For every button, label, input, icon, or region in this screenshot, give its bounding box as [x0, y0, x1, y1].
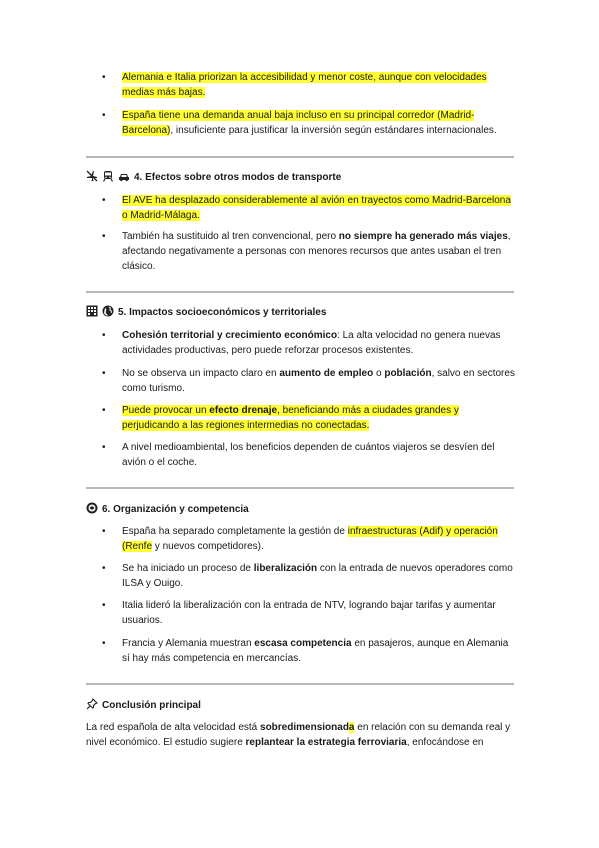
section-divider — [86, 683, 514, 685]
list-item — [86, 70, 516, 100]
bold-text: no siempre ha generado más viajes — [338, 231, 508, 242]
bullet: • — [102, 638, 106, 649]
bold-text: efecto drenaje — [209, 405, 278, 416]
text: No se observa un impacto claro en — [122, 368, 280, 379]
bold-text: liberalización — [253, 563, 318, 574]
text: También ha sustituido al tren convencional, pero — [122, 231, 339, 242]
section-heading-6 — [86, 502, 249, 517]
bullet: • — [102, 442, 106, 453]
bullet: • — [102, 563, 106, 574]
list-item — [86, 328, 516, 358]
section-heading-5 — [86, 305, 326, 320]
list-item — [86, 598, 516, 628]
bullet: • — [102, 526, 106, 537]
text: y nuevos competidores). — [152, 541, 264, 552]
list-item — [86, 524, 516, 554]
bold-text: sobredimensionad — [260, 722, 349, 733]
text: , enfocándose en — [406, 737, 484, 748]
list-item — [86, 440, 516, 470]
list-item — [86, 561, 516, 591]
section-title: Conclusión principal — [102, 700, 201, 711]
pin-icon — [86, 698, 98, 710]
bullet: • — [102, 405, 106, 416]
bullet: • — [102, 195, 106, 206]
text: con la entrada de nuevos operadores como ILSA y Ouigo. — [122, 563, 513, 589]
bullet: • — [102, 231, 106, 242]
text: España ha separado completamente la gestión de — [122, 526, 348, 537]
list-item-text: A nivel medioambiental, los beneficios dependen de cuántos viajeros se desvíen del avión o el coche. — [122, 442, 495, 468]
section-title: 6. Organización y competencia — [102, 504, 249, 515]
list-item — [86, 636, 516, 666]
train-icon — [102, 170, 114, 182]
bold-text: población — [384, 368, 432, 379]
text: , beneficiando más a ciudades grandes y perjudicando a las regiones intermedias no conectadas. — [122, 405, 459, 431]
text: en relación con su demanda real y nivel económico. El estudio sugiere — [86, 722, 511, 748]
list-item-text: , insuficiente para justificar la inversión según estándares internacionales. — [170, 125, 497, 136]
bold-text: aumento de empleo — [279, 368, 374, 379]
section-divider — [86, 487, 514, 489]
bullet: • — [102, 368, 106, 379]
list-item-text-highlight: España tiene una demanda anual baja incluso en su principal corredor (Madrid-Barcelona) — [122, 110, 475, 136]
bullet: • — [102, 110, 106, 121]
globe-icon — [102, 305, 114, 317]
list-item — [86, 108, 516, 138]
bullet: • — [102, 72, 106, 83]
text: o — [373, 368, 385, 379]
section-divider — [86, 156, 514, 158]
text: , afectando negativamente a personas con menores recursos que antes usaban el tren clásico. — [122, 231, 511, 272]
list-item — [86, 366, 516, 396]
text: en pasajeros, aunque en Alemania sí hay más competencia en mercancías. — [122, 638, 509, 664]
highlighted-text: infraestructuras (Adif) y operación (Renfe — [122, 526, 498, 552]
section-divider — [86, 291, 514, 293]
car-icon — [118, 170, 130, 182]
text: Puede provocar un — [122, 405, 210, 416]
airplane-crossed-icon — [86, 170, 98, 182]
gear-globe-icon — [86, 502, 98, 514]
list-item — [86, 229, 516, 274]
list-item-text: Alemania e Italia priorizan la accesibilidad y menor coste, aunque con velocidades medias más bajas. — [122, 72, 487, 98]
list-item — [86, 403, 516, 433]
bold-text: replantear la estrategia ferroviaria — [245, 737, 407, 748]
conclusion-paragraph — [86, 720, 516, 750]
section-title: 5. Impactos socioeconómicos y territoriales — [118, 307, 327, 318]
highlighted-text: a — [348, 722, 355, 733]
bullet: • — [102, 330, 106, 341]
section-title: 4. Efectos sobre otros modos de transporte — [134, 172, 342, 183]
text: Francia y Alemania muestran — [122, 638, 255, 649]
conclusion-heading — [86, 698, 201, 713]
list-item-text: Italia lideró la liberalización con la entrada de NTV, logrando bajar tarifas y aumentar usuarios. — [122, 600, 496, 626]
list-item — [86, 193, 516, 223]
text: La red española de alta velocidad está — [86, 722, 261, 733]
city-icon — [86, 305, 98, 317]
text: : La alta velocidad no genera nuevas actividades productivas, pero puede reforzar procesos existentes. — [122, 330, 501, 356]
bullet: • — [102, 600, 106, 611]
text: , salvo en sectores como turismo. — [122, 368, 515, 394]
list-item-text: El AVE ha desplazado considerablemente al avión en trayectos como Madrid-Barcelona o Madrid-Málaga. — [122, 195, 511, 221]
bold-text: escasa competencia — [254, 638, 352, 649]
text: Se ha iniciado un proceso de — [122, 563, 254, 574]
section-heading-4 — [86, 170, 341, 185]
bold-text: Cohesión territorial y crecimiento económico — [122, 330, 338, 341]
